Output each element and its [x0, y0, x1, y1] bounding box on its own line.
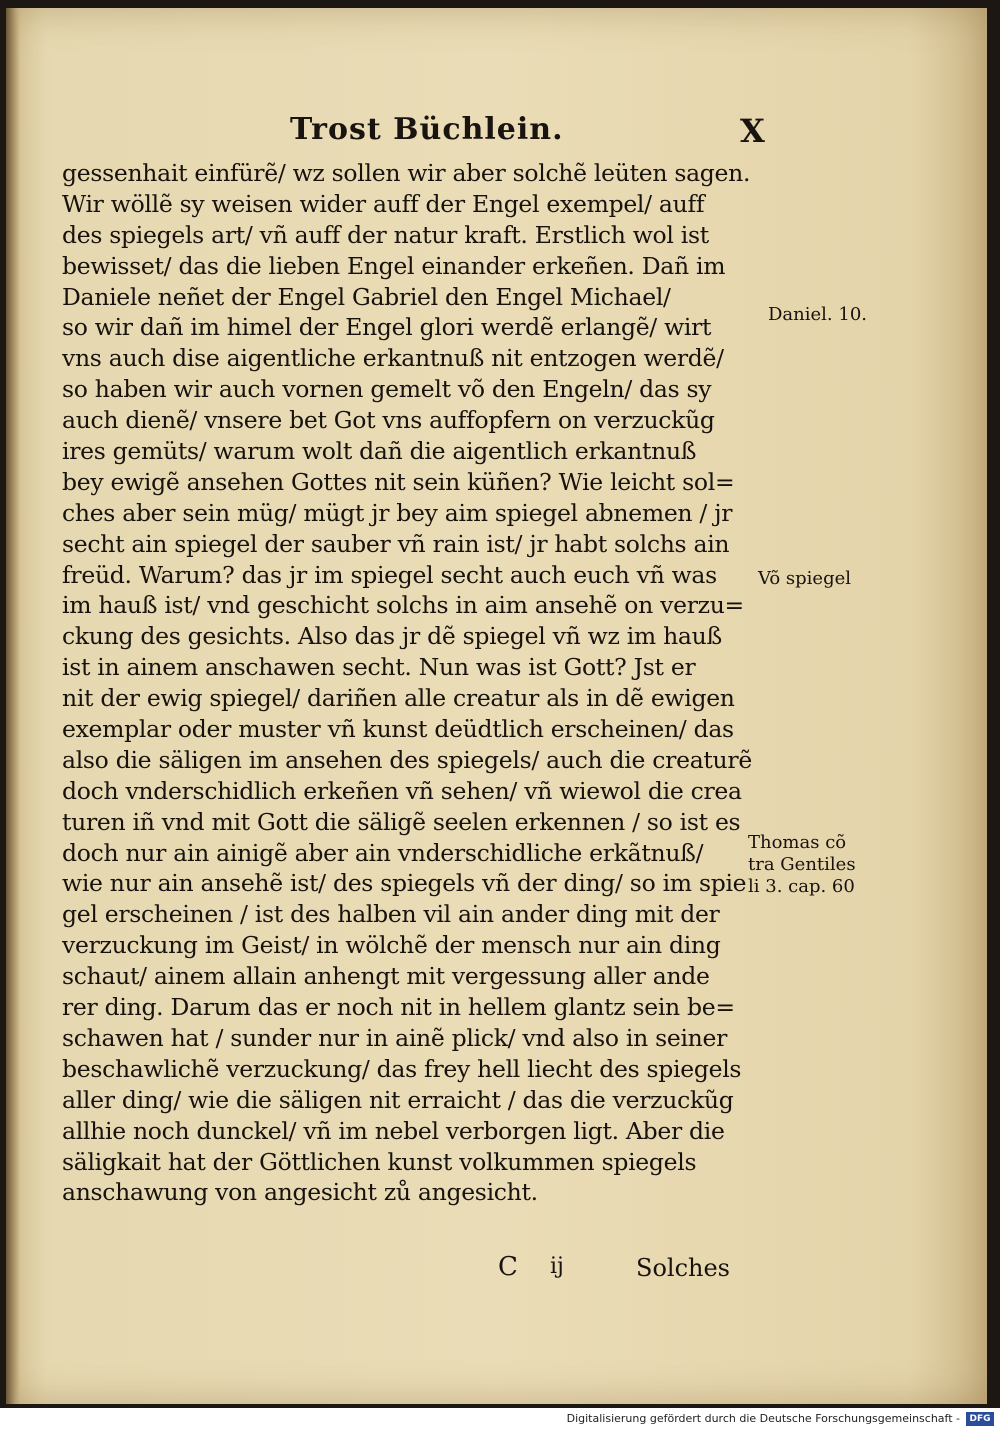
text-line: ches aber sein müg/ mügt jr bey aim spiegel abnemen / jr — [62, 498, 733, 527]
text-line: säligkait hat der Göttlichen kunst volkummen spiegels — [62, 1147, 697, 1176]
text-line: so haben wir auch vornen gemelt võ den Engeln/ das sy — [62, 375, 712, 404]
text-line: rer ding. Darum das er noch nit in hellem glantz sein be= — [62, 993, 735, 1022]
text-line: des spiegels art/ vñ auff der natur kraft. Erstlich wol ist — [62, 220, 709, 249]
body-text — [62, 158, 782, 1208]
text-line: Daniele neñet der Engel Gabriel den Engel Michael/ — [62, 282, 671, 311]
text-line: verzuckung im Geist/ in wölchẽ der mensch nur ain ding — [62, 931, 721, 960]
text-line: doch vnderschidlich erkeñen vñ sehen/ vñ wiewol die crea — [62, 776, 742, 805]
marginal-note-line: li 3. cap. 60 — [748, 876, 855, 897]
text-line: also die säligen im ansehen des spiegels/ auch die creaturẽ — [62, 745, 752, 774]
running-head: Trost Büchlein. — [290, 112, 564, 147]
marginal-note-line: Thomas cõ — [748, 832, 847, 853]
text-line: freüd. Warum? das jr im spiegel secht auch euch vñ was — [62, 560, 717, 589]
signature-mark: C — [498, 1252, 518, 1282]
folio-number: X — [740, 112, 765, 150]
footer-bar — [0, 1408, 1000, 1431]
text-line: auch dienẽ/ vnsere bet Got vns auffopfern on verzuckũg — [62, 406, 715, 435]
text-line: ist in ainem anschawen secht. Nun was ist Gott? Jst er — [62, 653, 696, 682]
signature-number: ij — [550, 1254, 564, 1279]
funding-credit: Digitalisierung gefördert durch die Deutsche Forschungsgemeinschaft - — [566, 1412, 960, 1425]
text-line: schaut/ ainem allain anhengt mit vergessung aller ande — [62, 962, 710, 991]
dfg-logo: DFG — [966, 1412, 994, 1426]
text-line: turen iñ vnd mit Gott die säligẽ seelen erkennen / so ist es — [62, 807, 741, 836]
text-line: Wir wöllẽ sy weisen wider auff der Engel exempel/ auff — [62, 189, 705, 218]
text-line: wie nur ain ansehẽ ist/ des spiegels vñ der ding/ so im spie — [62, 869, 747, 898]
text-line: gel erscheinen / ist des halben vil ain ander ding mit der — [62, 900, 720, 929]
marginal-note-line: Võ spiegel — [758, 568, 852, 589]
marginal-note-thomas — [748, 832, 856, 898]
text-line: ckung des gesichts. Also das jr dẽ spiegel vñ wz im hauß — [62, 622, 722, 651]
marginal-note-line: Daniel. 10. — [768, 304, 867, 325]
text-line: beschawlichẽ verzuckung/ das frey hell liecht des spiegels — [62, 1054, 742, 1083]
page-foot — [498, 1252, 758, 1286]
text-line: vns auch dise aigentliche erkantnuß nit entzogen werdẽ/ — [62, 344, 724, 373]
text-line: nit der ewig spiegel/ dariñen alle creatur als in dẽ ewigen — [62, 684, 735, 713]
text-line: bey ewigẽ ansehen Gottes nit sein küñen? Wie leicht sol= — [62, 467, 735, 496]
text-line: secht ain spiegel der sauber vñ rain ist/ jr habt solchs ain — [62, 529, 730, 558]
marginal-note-line: tra Gentiles — [748, 854, 856, 875]
text-line: anschawung von angesicht zů angesicht. — [62, 1178, 538, 1207]
text-line: aller ding/ wie die säligen nit erraicht / das die verzuckũg — [62, 1085, 734, 1114]
text-line: so wir dañ im himel der Engel glori werdẽ erlangẽ/ wirt — [62, 313, 712, 342]
text-line: gessenhait einfürẽ/ wz sollen wir aber solchẽ leüten sagen. — [62, 159, 751, 187]
catchword: Solches — [636, 1254, 730, 1282]
marginal-note-spiegel — [758, 568, 851, 590]
text-line: im hauß ist/ vnd geschicht solchs in aim ansehẽ on verzu= — [62, 591, 744, 620]
text-line: bewisset/ das die lieben Engel einander erkeñen. Dañ im — [62, 251, 726, 280]
text-line: ires gemüts/ warum wolt dañ die aigentlich erkantnuß — [62, 437, 697, 466]
text-line: allhie noch dunckel/ vñ im nebel verborgen ligt. Aber die — [62, 1116, 725, 1145]
page-gutter — [6, 8, 20, 1404]
text-line: exemplar oder muster vñ kunst deüdtlich erscheinen/ das — [62, 715, 734, 744]
marginal-note-daniel — [768, 304, 867, 326]
text-line: doch nur ain ainigẽ aber ain vnderschidliche erkãtnuß/ — [62, 838, 704, 867]
text-line: schawen hat / sunder nur in ainẽ plick/ vnd also in seiner — [62, 1023, 728, 1052]
